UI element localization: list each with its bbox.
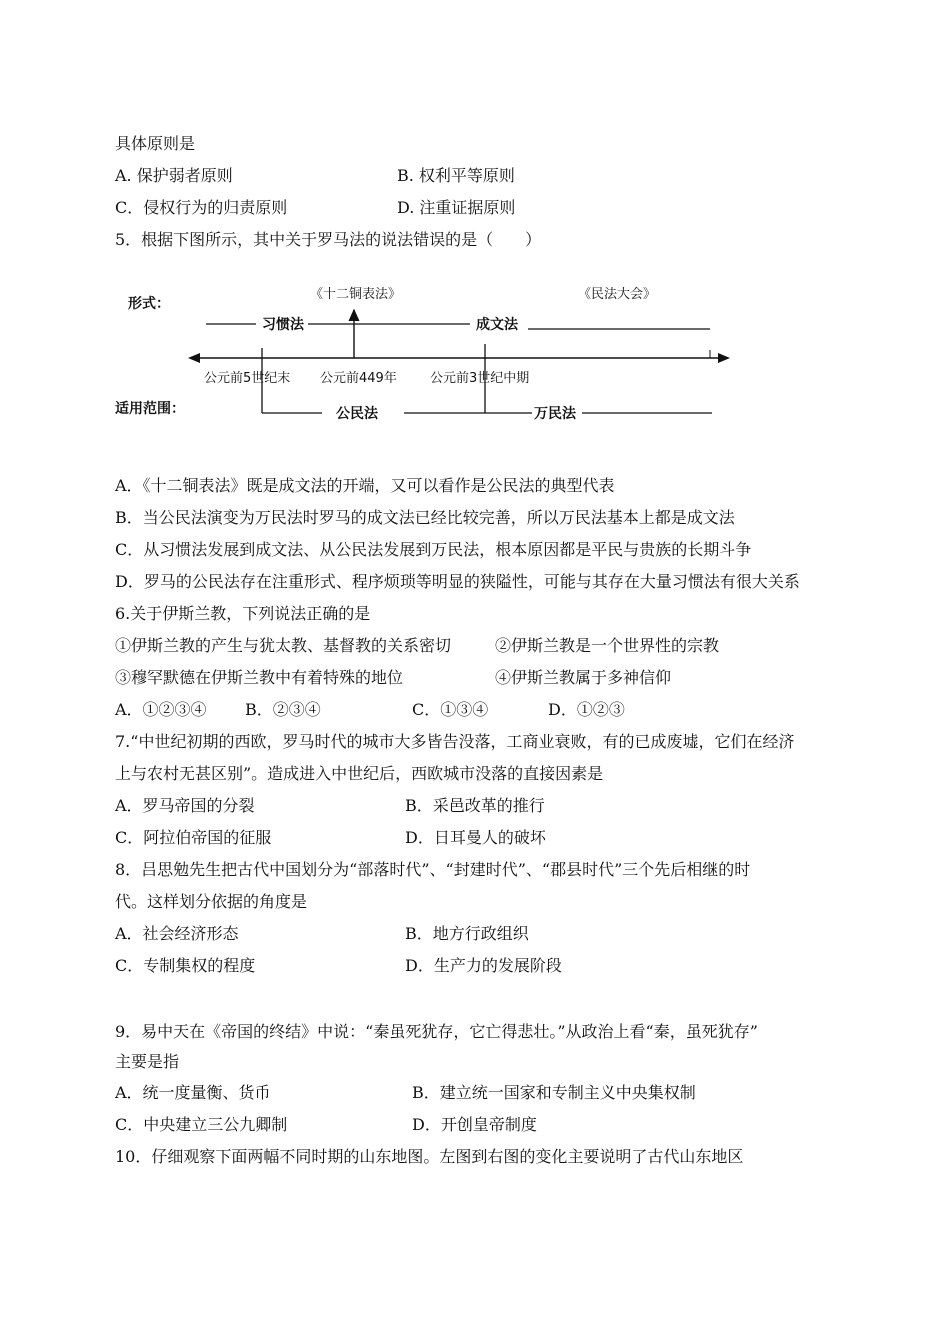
q5-option-c[interactable]: C．从习惯法发展到成文法、从公民法发展到万民法，根本原因都是平民与贵族的长期斗争 bbox=[115, 540, 752, 559]
timeline-left-arrowhead bbox=[188, 353, 200, 363]
q4-option-b[interactable]: B. 权利平等原则 bbox=[397, 166, 515, 185]
q7-option-b[interactable]: B．采邑改革的推行 bbox=[405, 796, 545, 815]
q6-option-a[interactable]: A．①②③④ bbox=[115, 700, 207, 719]
q4-option-c[interactable]: C．侵权行为的归责原则 bbox=[115, 198, 288, 217]
q9-option-d[interactable]: D．开创皇帝制度 bbox=[412, 1115, 537, 1134]
customary-law-label: 习惯法 bbox=[262, 317, 304, 333]
q5-option-b[interactable]: B．当公民法演变为万民法时罗马的成文法已经比较完善，所以万民法基本上都是成文法 bbox=[115, 508, 735, 527]
written-law-label: 成文法 bbox=[476, 317, 518, 333]
q8-stem-line1: 8．吕思勉先生把古代中国划分为“部落时代”、“封建时代”、“郡县时代”三个先后相继的时 bbox=[115, 860, 751, 879]
q7-stem-line1: 7.“中世纪初期的西欧，罗马时代的城市大多皆告没落，工商业衰败，有的已成废墟，它们在经济 bbox=[115, 732, 795, 751]
q7-option-a[interactable]: A．罗马帝国的分裂 bbox=[115, 796, 255, 815]
q4-option-d[interactable]: D. 注重证据原则 bbox=[397, 198, 516, 217]
q8-option-a[interactable]: A．社会经济形态 bbox=[115, 924, 239, 943]
form-label: 形式： bbox=[128, 296, 170, 312]
q9-stem-line2: 主要是指 bbox=[115, 1052, 180, 1071]
q6-item-4: ④伊斯兰教属于多神信仰 bbox=[495, 668, 672, 687]
q9-stem-line1: 9．易中天在《帝国的终结》中说：“秦虽死犹存，它亡得悲壮。”从政治上看“秦，虽死犹存” bbox=[115, 1022, 758, 1041]
q8-option-c[interactable]: C．专制集权的程度 bbox=[115, 956, 256, 975]
q4-option-a[interactable]: A. 保护弱者原则 bbox=[115, 166, 233, 185]
date-449-bc: 公元前449年 bbox=[320, 371, 397, 386]
q9-option-b[interactable]: B．建立统一国家和专制主义中央集权制 bbox=[412, 1083, 696, 1102]
date-5th-century-end: 公元前5世纪末 bbox=[204, 371, 291, 386]
q6-item-2: ②伊斯兰教是一个世界性的宗教 bbox=[495, 636, 720, 655]
q10-stem: 10．仔细观察下面两幅不同时期的山东地图。左图到右图的变化主要说明了古代山东地区 bbox=[115, 1147, 744, 1166]
timeline-right-arrowhead bbox=[718, 353, 730, 363]
q5-stem: 5．根据下图所示，其中关于罗马法的说法错误的是（ ） bbox=[115, 230, 542, 249]
q9-option-a[interactable]: A．统一度量衡、货币 bbox=[115, 1083, 271, 1102]
law-of-nations-label: 万民法 bbox=[534, 406, 576, 422]
q7-stem-line2: 上与农村无甚区别”。造成进入中世纪后，西欧城市没落的直接因素是 bbox=[115, 764, 604, 783]
q6-stem: 6.关于伊斯兰教，下列说法正确的是 bbox=[115, 604, 371, 623]
date-3rd-century-mid: 公元前3世纪中期 bbox=[430, 371, 530, 386]
roman-law-timeline-diagram bbox=[0, 270, 950, 440]
q7-option-d[interactable]: D．日耳曼人的破坏 bbox=[405, 828, 546, 847]
q6-item-1: ①伊斯兰教的产生与犹太教、基督教的关系密切 bbox=[115, 636, 452, 655]
civil-code-label: 《民法大会》 bbox=[578, 287, 657, 302]
q4-stem-tail: 具体原则是 bbox=[115, 134, 196, 153]
twelve-tables-label: 《十二铜表法》 bbox=[310, 287, 402, 302]
q6-item-3: ③穆罕默德在伊斯兰教中有着特殊的地位 bbox=[115, 668, 404, 687]
q6-option-d[interactable]: D．①②③ bbox=[548, 700, 625, 719]
scope-label: 适用范围： bbox=[115, 401, 185, 417]
q8-option-d[interactable]: D．生产力的发展阶段 bbox=[405, 956, 562, 975]
civil-law-label: 公民法 bbox=[336, 406, 378, 422]
q5-option-a[interactable]: A．《十二铜表法》既是成文法的开端，又可以看作是公民法的典型代表 bbox=[115, 476, 615, 495]
q5-option-d[interactable]: D．罗马的公民法存在注重形式、程序烦琐等明显的狭隘性，可能与其存在大量习惯法有很大关系 bbox=[115, 572, 800, 591]
q6-option-c[interactable]: C．①③④ bbox=[412, 700, 489, 719]
q8-option-b[interactable]: B．地方行政组织 bbox=[405, 924, 529, 943]
q8-stem-line2: 代。这样划分依据的角度是 bbox=[115, 892, 308, 911]
q9-option-c[interactable]: C．中央建立三公九卿制 bbox=[115, 1115, 288, 1134]
q7-option-c[interactable]: C．阿拉伯帝国的征服 bbox=[115, 828, 272, 847]
q6-option-b[interactable]: B．②③④ bbox=[245, 700, 321, 719]
